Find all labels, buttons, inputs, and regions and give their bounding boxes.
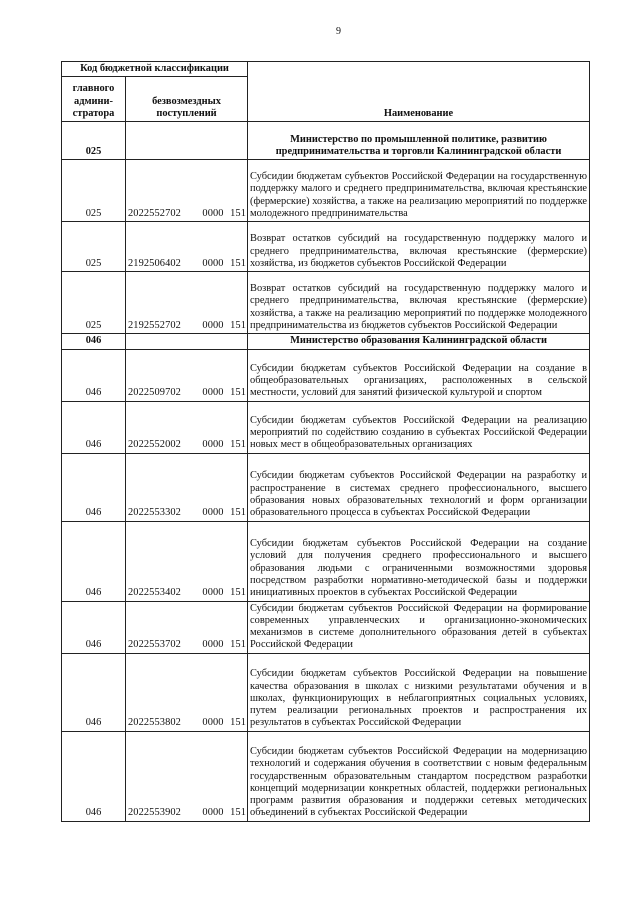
- admin-header-line: стратора: [72, 108, 115, 119]
- code-kosgu: 151: [230, 587, 246, 599]
- code-sub: 0000: [202, 507, 224, 519]
- admin-code: 046: [62, 453, 126, 521]
- item-name: Субсидии бюджетам субъектов Российской Федерации на создание условий для получения среднего профессионального и высшего образования людьми с ограниченными возможностями здоровья посредством разработки нормативно-методической базы и поддержки инициативных проектов в субъектах Российской Федерации: [248, 521, 590, 601]
- code-sub: 0000: [202, 320, 224, 331]
- item-name: Субсидии бюджетам субъектов Российской Федерации на создание в общеобразовательных организациях, расположенных в сельской местности, условий для занятий физической культурой и спортом: [248, 349, 590, 401]
- revenue-code: [126, 122, 248, 160]
- item-name: Субсидии бюджетам субъектов Российской Федерации на государственную поддержку малого и среднего предпринимательства, включая крестьянские (фермерские) хозяйства, а также на реализацию мероприятий по поддержке молодежного предпринимательства: [248, 160, 590, 222]
- ministry-name: Министерство по промышленной политике, развитию предпринимательства и торговли Калининградской области: [248, 122, 590, 160]
- code-kosgu: 151: [230, 320, 246, 331]
- revenue-code: [126, 222, 248, 272]
- table-row: [62, 521, 590, 601]
- table-row: [62, 222, 590, 272]
- revenue-code: [126, 160, 248, 222]
- admin-header-line: админи-: [74, 95, 113, 107]
- code-kosgu: 151: [230, 439, 246, 451]
- code-kosgu: 151: [230, 807, 246, 819]
- revenue-column-header: [126, 77, 248, 122]
- code-main: 2192552702: [128, 320, 181, 331]
- code-kosgu: 151: [230, 507, 246, 519]
- admin-column-header: [62, 77, 126, 122]
- admin-code: 046: [62, 349, 126, 401]
- revenue-code: [126, 601, 248, 653]
- code-group-header: Код бюджетной классификации: [62, 62, 248, 77]
- ministry-row: [62, 334, 590, 349]
- ministry-row: [62, 122, 590, 160]
- header-row-1: [62, 62, 590, 77]
- admin-code: 046: [62, 521, 126, 601]
- table-row: [62, 601, 590, 653]
- item-name: Субсидии бюджетам субъектов Российской Федерации на модернизацию технологий и содержания обучения в соответствии с новым федеральным государственным образовательным стандартом посредством разработки концепций модернизации конкретных областей, поддержки региональных программ развития образования и поддержки сетевых методических объединений в субъектах Российской Федерации: [248, 731, 590, 821]
- code-sub: 0000: [202, 587, 224, 599]
- admin-code: 025: [62, 122, 126, 160]
- admin-code: 025: [62, 222, 126, 272]
- revenue-code: [126, 653, 248, 731]
- admin-code: 046: [62, 334, 126, 349]
- revenue-code: [126, 272, 248, 334]
- table-row: [62, 349, 590, 401]
- code-main: 2022553902: [128, 807, 181, 819]
- code-sub: 0000: [202, 439, 224, 451]
- ministry-name: Министерство образования Калининградской области: [248, 334, 590, 349]
- revenue-code: [126, 731, 248, 821]
- code-main: 2192506402: [128, 258, 181, 269]
- code-sub: 0000: [202, 258, 224, 269]
- revenue-code: [126, 334, 248, 349]
- code-kosgu: 151: [230, 717, 246, 729]
- code-sub: 0000: [202, 807, 224, 819]
- admin-code: 046: [62, 601, 126, 653]
- revenue-code: [126, 453, 248, 521]
- table-row: [62, 453, 590, 521]
- item-name: Субсидии бюджетам субъектов Российской Федерации на формирование современных управленческих и организационно-экономических механизмов в системе дополнительного образования детей в субъектах Российской Федерации: [248, 601, 590, 653]
- revenue-code: [126, 521, 248, 601]
- admin-code: 025: [62, 272, 126, 334]
- revenue-code: [126, 349, 248, 401]
- item-name: Субсидии бюджетам субъектов Российской Федерации на повышение качества образования в школах с низкими результатами обучения и в школах, функционирующих в неблагоприятных социальных условиях, путем реализации региональных проектов и распространения их результатов в субъектах Российской Федерации: [248, 653, 590, 731]
- code-kosgu: 151: [230, 258, 246, 269]
- table-row: [62, 731, 590, 821]
- code-main: 2022552002: [128, 439, 181, 451]
- code-main: 2022552702: [128, 208, 181, 219]
- item-name: Субсидии бюджетам субъектов Российской Федерации на реализацию мероприятий по содействию созданию в субъектах Российской Федерации новых мест в общеобразовательных организациях: [248, 401, 590, 453]
- code-kosgu: 151: [230, 387, 246, 399]
- admin-code: 046: [62, 653, 126, 731]
- code-main: 2022553302: [128, 507, 181, 519]
- table-row: [62, 160, 590, 222]
- code-main: 2022553802: [128, 717, 181, 729]
- item-name: Возврат остатков субсидий на государственную поддержку малого и среднего предпринимательства, включая крестьянские (фермерские) хозяйства, из бюджетов субъектов Российской Федерации: [248, 222, 590, 272]
- admin-code: 025: [62, 160, 126, 222]
- table-row: [62, 401, 590, 453]
- code-sub: 0000: [202, 208, 224, 219]
- admin-code: 046: [62, 731, 126, 821]
- admin-header-line: главного: [72, 83, 115, 95]
- admin-code: 046: [62, 401, 126, 453]
- table-row: [62, 653, 590, 731]
- revenue-code: [126, 401, 248, 453]
- revenue-header-line: поступлений: [156, 108, 217, 119]
- code-sub: 0000: [202, 639, 224, 651]
- revenue-header-line: безвозмездных: [152, 95, 221, 107]
- code-main: 2022553702: [128, 639, 181, 651]
- code-kosgu: 151: [230, 208, 246, 219]
- item-name: Возврат остатков субсидий на государственную поддержку малого и среднего предпринимательства, включая крестьянские (фермерские) хозяйства, а также на реализацию мероприятий по поддержке молодежного предпринимательства из бюджетов субъектов Российской Федерации: [248, 272, 590, 334]
- page-number: 9: [336, 26, 341, 37]
- code-sub: 0000: [202, 717, 224, 729]
- code-main: 2022553402: [128, 587, 181, 599]
- name-column-header: Наименование: [248, 62, 590, 122]
- table-row: [62, 272, 590, 334]
- code-kosgu: 151: [230, 639, 246, 651]
- item-name: Субсидии бюджетам субъектов Российской Федерации на разработку и распространение в системах среднего профессионального, высшего образования новых образовательных технологий и форм организации образовательного процесса в субъектах Российской Федерации: [248, 453, 590, 521]
- budget-classification-table: [61, 61, 590, 822]
- code-main: 2022509702: [128, 387, 181, 399]
- code-sub: 0000: [202, 387, 224, 399]
